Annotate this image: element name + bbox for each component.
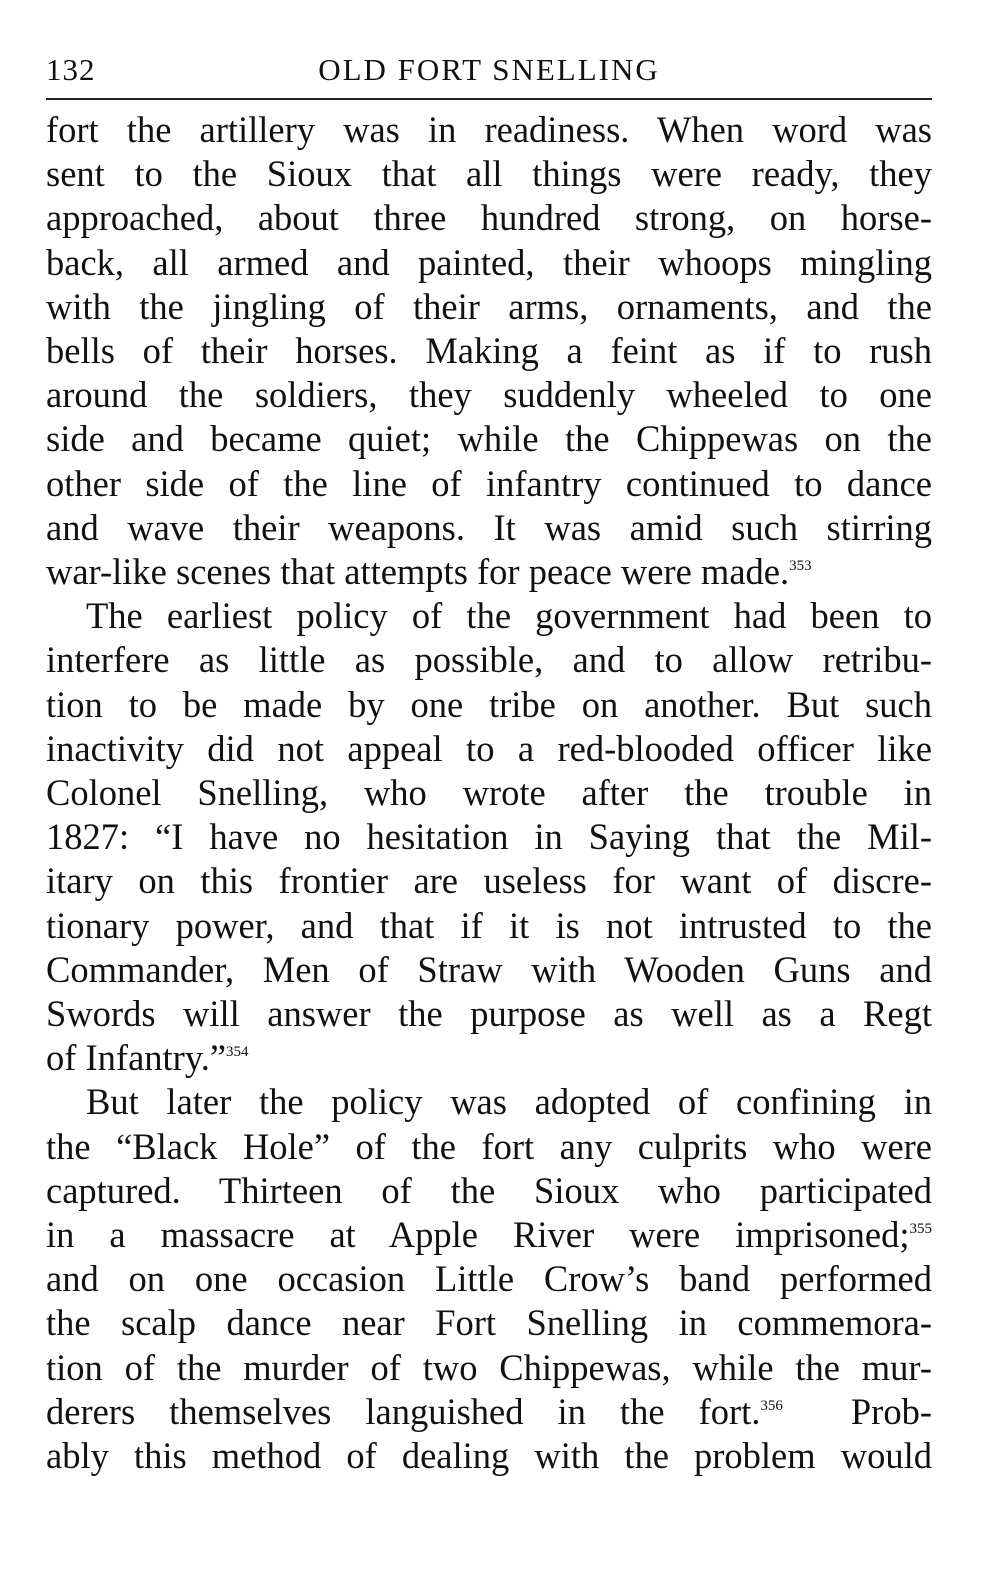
header-rule <box>46 98 932 100</box>
text-line: back, all armed and painted, their whoops mingling <box>46 241 932 283</box>
footnote-ref-355: 355 <box>909 1221 932 1238</box>
text-line: Colonel Snelling, who wrote after the trouble in <box>46 772 932 814</box>
text-line: bells of their horses. Making a feint as if to rush <box>46 330 932 372</box>
text-line: other side of the line of infantry continued to dance <box>46 462 932 504</box>
text-line: captured. Thirteen of the Sioux who participated <box>46 1169 932 1211</box>
paragraph-2 <box>46 594 932 1080</box>
text-line: itary on this frontier are useless for want of discre- <box>46 860 932 902</box>
running-title: OLD FORT SNELLING <box>318 52 660 87</box>
text-line: tionary power, and that if it is not intrusted to the <box>46 904 932 946</box>
text-run: war-like scenes that attempts for peace were made. <box>46 551 790 593</box>
text-line: the “Black Hole” of the fort any culprits who were <box>46 1125 932 1167</box>
body-text <box>46 108 932 1478</box>
text-run: Prob- <box>782 1390 932 1432</box>
footnote-ref-353: 353 <box>789 558 812 575</box>
running-head <box>46 40 932 98</box>
text-line: interfere as little as possible, and to allow retribu- <box>46 639 932 681</box>
text-line: with the jingling of their arms, ornaments, and the <box>46 285 932 327</box>
text-line: tion of the murder of two Chippewas, while the mur- <box>46 1346 932 1388</box>
text-line: inactivity did not appeal to a red-blooded officer like <box>46 727 932 769</box>
footnote-ref-356: 356 <box>760 1397 783 1414</box>
text-line: ably this method of dealing with the problem would <box>46 1435 932 1477</box>
text-line: and on one occasion Little Crow’s band performed <box>46 1258 932 1300</box>
text-line: fort the artillery was in readiness. When word was <box>46 109 932 150</box>
text-line: side and became quiet; while the Chippewas on the <box>46 418 932 460</box>
text-line: 1827: “I have no hesitation in Saying that the Mil- <box>46 816 932 858</box>
paragraph-3 <box>46 1080 932 1478</box>
text-line <box>46 1390 932 1434</box>
text-line: Swords will answer the purpose as well as a Regt <box>46 993 932 1035</box>
text-line <box>46 550 932 594</box>
text-line: around the soldiers, they suddenly wheeled to one <box>46 374 932 416</box>
text-run: of Infantry.” <box>46 1037 227 1079</box>
paragraph-1 <box>46 108 932 594</box>
text-line: approached, about three hundred strong, on horse- <box>46 197 932 239</box>
book-page <box>46 40 932 1478</box>
footnote-ref-354: 354 <box>226 1044 249 1061</box>
text-line: sent to the Sioux that all things were ready, they <box>46 153 932 195</box>
text-line: Commander, Men of Straw with Wooden Guns and <box>46 948 932 990</box>
page-number: 132 <box>46 52 96 87</box>
text-line: the scalp dance near Fort Snelling in commemora- <box>46 1302 932 1344</box>
text-line: But later the policy was adopted of confining in <box>86 1081 932 1123</box>
text-line: The earliest policy of the government had been to <box>86 595 932 637</box>
text-run: in a massacre at Apple River were imprisoned; <box>46 1214 910 1256</box>
text-line <box>46 1213 932 1257</box>
text-line <box>46 1036 932 1080</box>
text-line: and wave their weapons. It was amid such stirring <box>46 506 932 548</box>
text-line: tion to be made by one tribe on another. But such <box>46 683 932 725</box>
text-run: derers themselves languished in the fort. <box>46 1390 761 1432</box>
